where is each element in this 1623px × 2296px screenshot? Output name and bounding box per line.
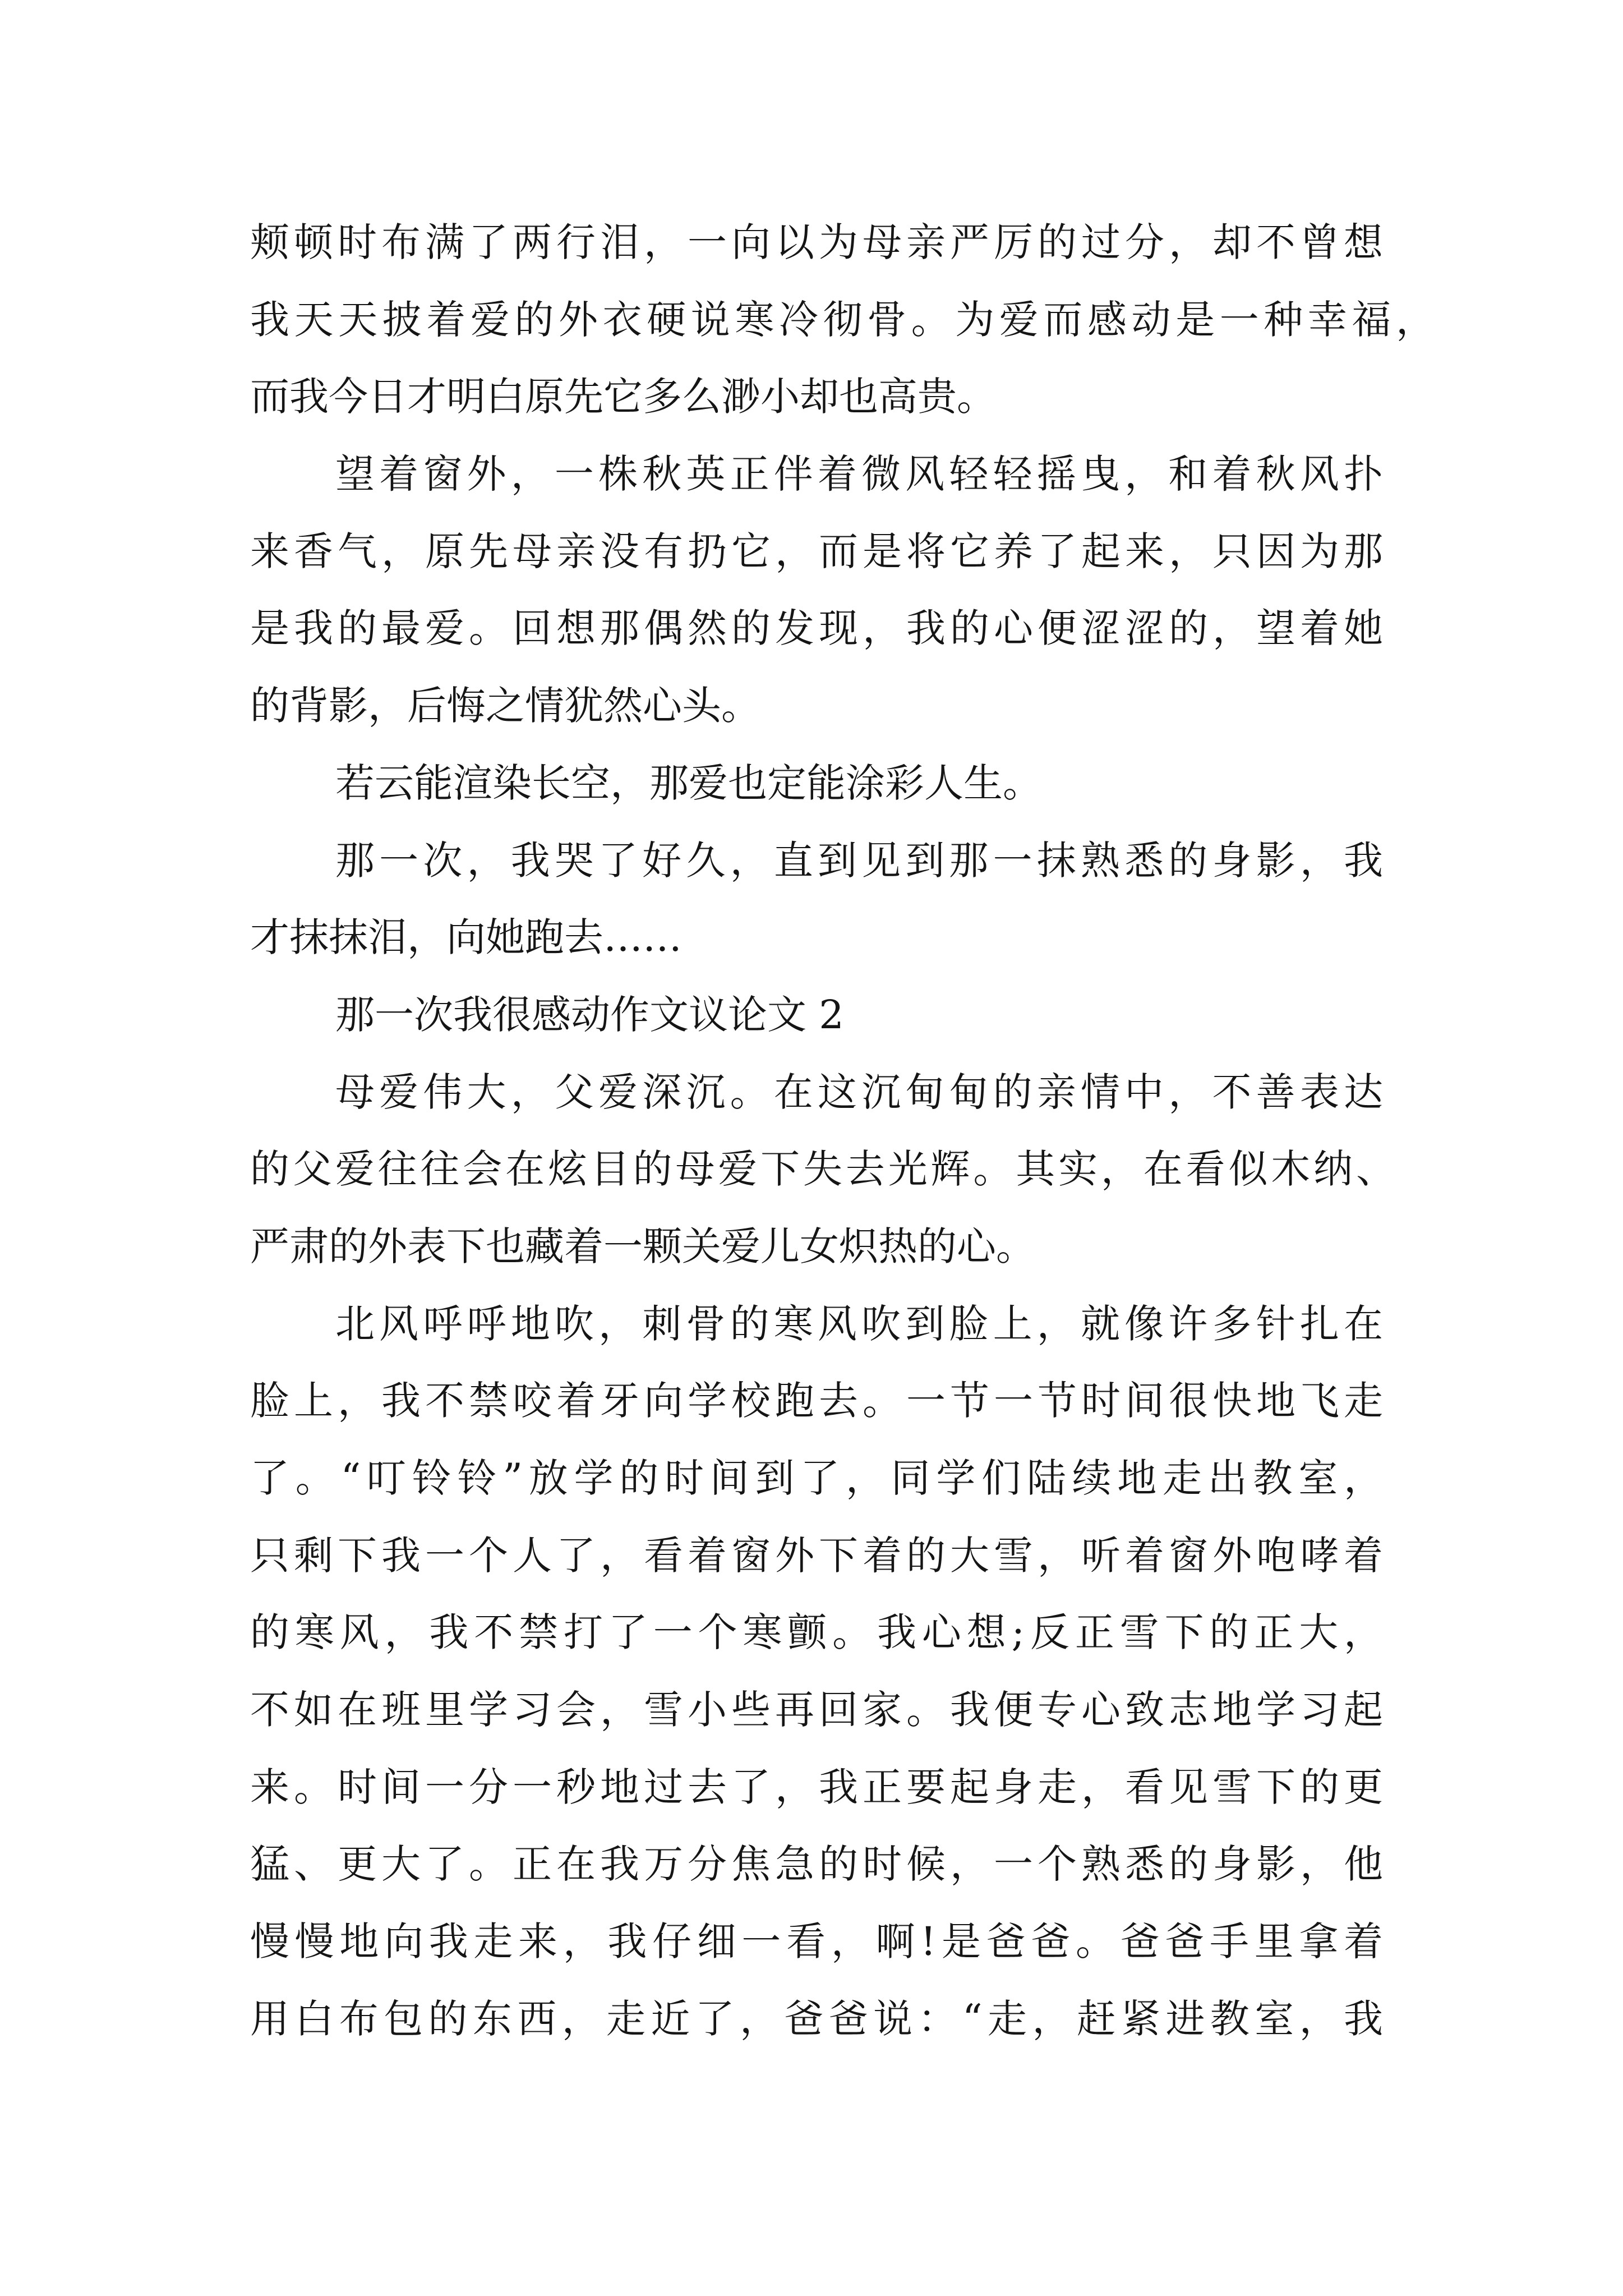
paragraph <box>250 1054 1395 1286</box>
paragraph <box>250 822 1383 977</box>
paragraph-line: 不如在班里学习会，雪小些再回家。我便专心致志地学习起 <box>250 1687 1383 1733</box>
section-heading <box>250 977 1383 1054</box>
paragraph-line: 母爱伟大，父爱深沉。在这沉甸甸的亲情中，不善表达 <box>335 1069 1383 1115</box>
paragraph-line: 而我今日才明白原先它多么渺小却也高贵。 <box>250 374 996 420</box>
paragraph-line: 颊顿时布满了两行泪，一向以为母亲严厉的过分，却不曾想 <box>250 219 1383 265</box>
document-body <box>250 204 1435 2058</box>
paragraph-line: 来。时间一分一秒地过去了，我正要起身走，看见雪下的更 <box>250 1764 1383 1810</box>
paragraph-line: 慢慢地向我走来，我仔细一看，啊!是爸爸。爸爸手里拿着 <box>250 1918 1383 1965</box>
paragraph-line: 严肃的外表下也藏着一颗关爱儿女炽热的心。 <box>250 1223 1035 1269</box>
paragraph-line: 北风呼呼地吹，刺骨的寒风吹到脸上，就像许多针扎在 <box>335 1300 1383 1347</box>
paragraph-line: 只剩下我一个人了，看着窗外下着的大雪，听着窗外咆哮着 <box>250 1532 1383 1579</box>
paragraph-line: 猛、更大了。正在我万分焦急的时候，一个熟悉的身影，他 <box>250 1841 1383 1888</box>
paragraph-line: 那一次，我哭了好久，直到见到那一抹熟悉的身影，我 <box>335 837 1383 884</box>
paragraph-line: 的父爱往往会在炫目的母爱下失去光辉。其实，在看似木纳、 <box>250 1146 1395 1193</box>
paragraph-line: 脸上，我不禁咬着牙向学校跑去。一节一节时间很快地飞走 <box>250 1378 1383 1424</box>
heading-line: 那一次我很感动作文议论文 2 <box>335 991 844 1038</box>
paragraph <box>250 745 1383 822</box>
paragraph-line: 的寒风，我不禁打了一个寒颤。我心想;反正雪下的正大， <box>250 1609 1383 1656</box>
paragraph-line: 是我的最爱。回想那偶然的发现，我的心便涩涩的，望着她 <box>250 605 1383 652</box>
paragraph-line: 了。“叮铃铃”放学的时间到了，同学们陆续地走出教室， <box>250 1455 1383 1501</box>
paragraph-line: 望着窗外，一株秋英正伴着微风轻轻摇曳，和着秋风扑 <box>335 451 1383 498</box>
paragraph <box>250 1286 1383 2058</box>
paragraph <box>250 204 1435 436</box>
paragraph-line: 用白布包的东西，走近了，爸爸说：“走，赶紧进教室，我 <box>250 1995 1383 2042</box>
paragraph <box>250 436 1383 745</box>
paragraph-line: 才抹抹泪，向她跑去…… <box>250 914 682 961</box>
paragraph-line: 的背影，后悔之情犹然心头。 <box>250 683 760 729</box>
paragraph-line: 来香气，原先母亲没有扔它，而是将它养了起来，只因为那 <box>250 528 1383 574</box>
paragraph-line: 若云能渲染长空，那爱也定能涂彩人生。 <box>335 760 1042 806</box>
paragraph-line: 我天天披着爱的外衣硬说寒冷彻骨。为爱而感动是一种幸福， <box>250 296 1435 343</box>
